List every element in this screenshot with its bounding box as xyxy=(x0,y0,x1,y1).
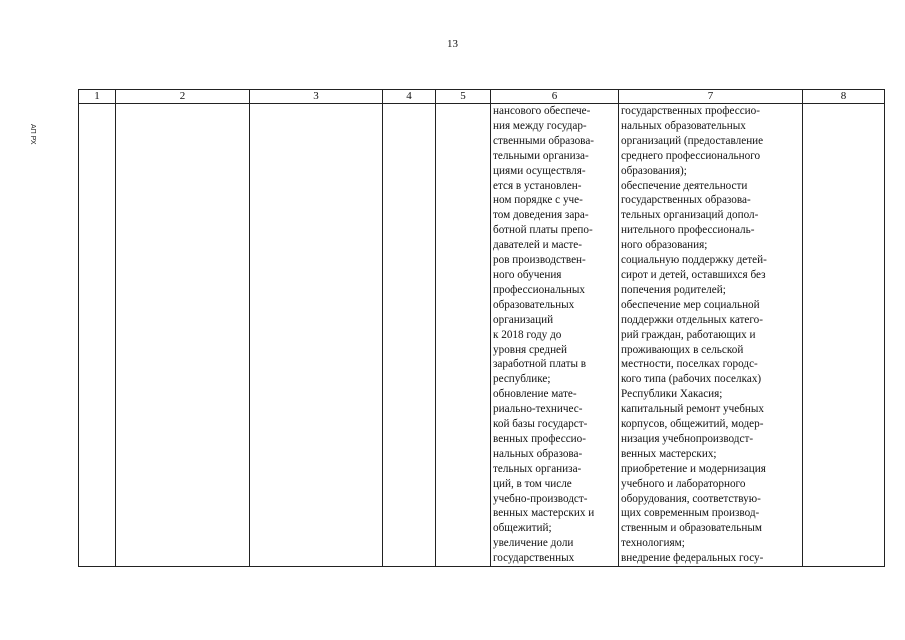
col6-line: венных профессио- xyxy=(493,432,586,445)
col6-line: ном порядке с уче- xyxy=(493,194,583,207)
col7-line: корпусов, общежитий, модер- xyxy=(621,418,764,431)
col6-line: республике; xyxy=(493,373,551,386)
cell-col-5 xyxy=(436,104,491,567)
col7-line: поддержки отдельных катего- xyxy=(621,313,763,326)
col-header-8: 8 xyxy=(803,90,885,104)
cell-col-7 xyxy=(619,104,803,567)
col7-line: технологиям; xyxy=(621,537,685,550)
col7-line: приобретение и модернизация xyxy=(621,462,766,475)
col6-line: организаций xyxy=(493,313,554,326)
side-margin-mark: АП РХ xyxy=(29,124,36,145)
col7-text xyxy=(621,104,800,566)
table-row xyxy=(79,104,885,567)
col7-line: обеспечение деятельности xyxy=(621,179,748,192)
col-header-1: 1 xyxy=(79,90,116,104)
col7-line: оборудования, соответствую- xyxy=(621,492,761,505)
page-number: 13 xyxy=(447,38,458,50)
col6-line: циями осуществля- xyxy=(493,164,586,177)
col6-line: кой базы государст- xyxy=(493,418,588,431)
col7-line: рий граждан, работающих и xyxy=(621,328,756,341)
col7-line: учебного и лабораторного xyxy=(621,477,746,490)
col-header-6: 6 xyxy=(491,90,619,104)
col6-line: ственными образова- xyxy=(493,134,595,147)
col6-line: давателей и масте- xyxy=(493,239,582,252)
col7-line: социальную поддержку детей- xyxy=(621,254,767,267)
col7-line: венных мастерских; xyxy=(621,447,717,460)
col7-line: щих современным производ- xyxy=(621,507,760,520)
col7-line: тельных организаций допол- xyxy=(621,209,759,222)
col6-line: ботной платы препо- xyxy=(493,224,593,237)
col6-line: общежитий; xyxy=(493,522,552,535)
col6-line: ций, в том числе xyxy=(493,477,572,490)
col7-line: капитальный ремонт учебных xyxy=(621,403,765,416)
col6-line: к 2018 году до xyxy=(493,328,562,341)
col6-line: ного обучения xyxy=(493,268,562,281)
col7-line: кого типа (рабочих поселках) xyxy=(621,373,762,386)
col6-line: профессиональных xyxy=(493,283,586,296)
cell-col-6 xyxy=(491,104,619,567)
col6-line: тельными организа- xyxy=(493,149,589,162)
col6-line: обновление мате- xyxy=(493,388,577,401)
col6-line: ется в установлен- xyxy=(493,179,582,192)
col-header-3: 3 xyxy=(250,90,383,104)
col7-line: обеспечение мер социальной xyxy=(621,298,760,311)
col7-line: государственных профессио- xyxy=(621,105,760,117)
col6-text xyxy=(493,104,616,566)
col6-line: нансового обеспече- xyxy=(493,105,591,117)
col6-line: образовательных xyxy=(493,298,575,311)
col7-line: ного образования; xyxy=(621,239,708,252)
col7-line: внедрение федеральных госу- xyxy=(621,552,764,565)
col-header-2: 2 xyxy=(116,90,250,104)
col7-line: сирот и детей, оставшихся без xyxy=(621,268,766,281)
col7-line: попечения родителей; xyxy=(621,283,726,296)
col7-line: местности, поселках городс- xyxy=(621,358,758,371)
col7-line: государственных образова- xyxy=(621,194,751,207)
header-row xyxy=(79,90,885,104)
col7-line: низация учебнопроизводст- xyxy=(621,432,754,445)
col6-line: увеличение доли xyxy=(493,537,574,550)
col7-line: среднего профессионального xyxy=(621,149,761,162)
col7-line: нальных образовательных xyxy=(621,119,746,132)
col7-line: Республики Хакасия; xyxy=(621,388,723,401)
col6-line: ния между государ- xyxy=(493,119,587,132)
col6-line: заработной платы в xyxy=(493,358,587,371)
col6-line: венных мастерских и xyxy=(493,507,595,520)
col6-line: государственных xyxy=(493,552,575,565)
col6-line: риально-техничес- xyxy=(493,403,583,416)
col7-line: проживающих в сельской xyxy=(621,343,744,356)
col7-line: ственным и образовательным xyxy=(621,522,762,535)
cell-col-3 xyxy=(250,104,383,567)
col7-line: нительного профессиональ- xyxy=(621,224,755,237)
cell-col-1 xyxy=(79,104,116,567)
cell-col-8 xyxy=(803,104,885,567)
col-header-4: 4 xyxy=(383,90,436,104)
col7-line: организаций (предоставление xyxy=(621,134,764,147)
col-header-7: 7 xyxy=(619,90,803,104)
col-header-5: 5 xyxy=(436,90,491,104)
col6-line: тельных организа- xyxy=(493,462,582,475)
col6-line: уровня средней xyxy=(493,343,568,356)
col7-line: образования); xyxy=(621,164,687,177)
program-table xyxy=(78,89,885,567)
cell-col-2 xyxy=(116,104,250,567)
col6-line: нальных образова- xyxy=(493,447,583,460)
cell-col-4 xyxy=(383,104,436,567)
col6-line: ров производствен- xyxy=(493,254,586,267)
col6-line: том доведения зара- xyxy=(493,209,589,222)
col6-line: учебно-производст- xyxy=(493,492,588,505)
